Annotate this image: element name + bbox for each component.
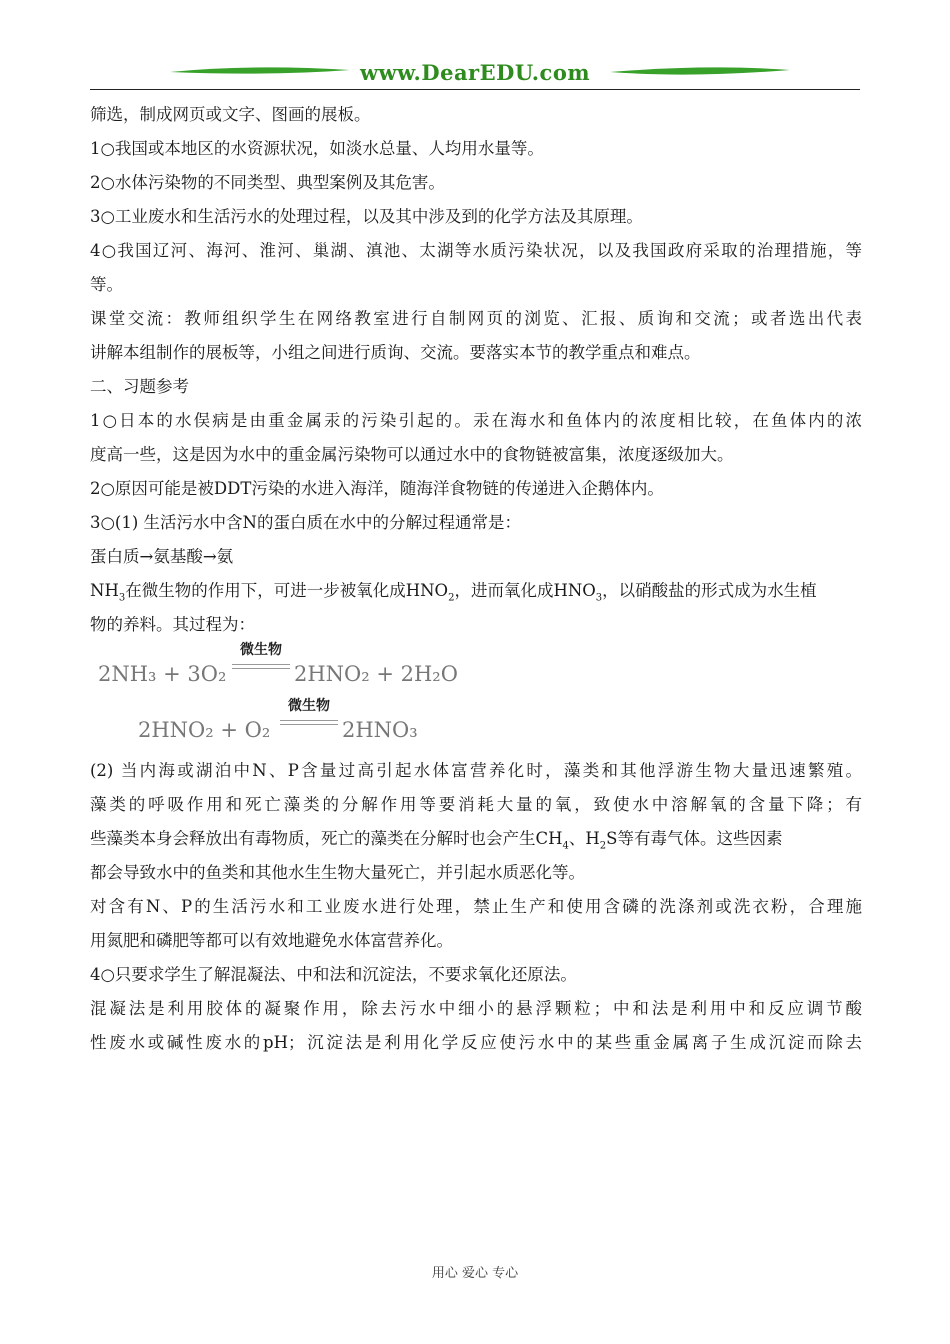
chemical-equation [90,642,862,698]
section-heading: 二、习题参考 [90,377,189,396]
paragraph-line: 1○日本的水俣病是由重金属汞的污染引起的。汞在海水和鱼体内的浓度相比较，在鱼体内的浓 [90,411,862,430]
chemical-equation [90,698,862,754]
page-header [90,58,860,90]
paragraph-line: 藻类的呼吸作用和死亡藻类的分解作用等要消耗大量的氧，致使水中溶解氧的含量下降；有 [90,795,862,814]
equation-reactants: 2NH₃ + 3O₂ [98,662,227,686]
equation-products: 2HNO₃ [342,718,418,742]
paragraph-line: 讲解本组制作的展板等，小组之间进行质询、交流。要落实本节的教学重点和难点。 [90,343,701,362]
paragraph-line: 对含有N、P的生活污水和工业废水进行处理，禁止生产和使用含磷的洗涤剂或洗衣粉，合理施 [90,897,862,916]
paragraph-line: 物的养料。其过程为： [90,615,255,634]
paragraph-line: 2○原因可能是被DDT污染的水进入海洋，随海洋食物链的传递进入企鹅体内。 [90,479,664,498]
equation-products: 2HNO₂ + 2H₂O [294,662,458,686]
ch4-h2s-line: 些藻类本身会释放出有毒物质，死亡的藻类在分解时也会产生$CH_4$、$H_2S$等有毒气体。这些因素 [90,829,783,852]
paragraph-line: 3○(1) 生活污水中含N的蛋白质在水中的分解过程通常是： [90,513,521,532]
equation-condition-arrow [280,698,338,725]
equation-reactants: 2HNO₂ + O₂ [138,718,271,742]
paragraph-line: 1○我国或本地区的水资源状况，如淡水总量、人均用水量等。 [90,139,544,158]
equation-condition: 微生物 [240,642,282,658]
document-body [90,98,862,1060]
header-rule [90,89,860,90]
equation-condition: 微生物 [288,698,330,714]
paragraph-line: 混凝法是利用胶体的凝聚作用，除去污水中细小的悬浮颗粒；中和法是利用中和反应调节酸 [90,999,862,1018]
paragraph-line: 4○只要求学生了解混凝法、中和法和沉淀法，不要求氧化还原法。 [90,965,577,984]
paragraph-line: 用氮肥和磷肥等都可以有效地避免水体富营养化。 [90,931,453,950]
paragraph-line: 等。 [90,275,123,294]
paragraph-line: 性废水或碱性废水的pH；沉淀法是利用化学反应使污水中的某些重金属离子生成沉淀而除去 [90,1033,862,1052]
paragraph-line: (2) 当内海或湖泊中N、P含量过高引起水体富营养化时，藻类和其他浮游生物大量迅速繁殖。 [90,761,862,780]
paragraph-line: 课堂交流：教师组织学生在网络教室进行自制网页的浏览、汇报、质询和交流；或者选出代表 [90,309,862,328]
paragraph-line: 度高一些，这是因为水中的重金属污染物可以通过水中的食物链被富集，浓度逐级加大。 [90,445,734,464]
nh3-oxidation-line: $NH_3$在微生物的作用下，可进一步被氧化成$HNO_2$，进而氧化成$HNO_3$，以硝酸盐的形式成为水生植 [90,581,817,604]
paragraph-line: 4○我国辽河、海河、淮河、巢湖、滇池、太湖等水质污染状况，以及我国政府采取的治理措施，等 [90,241,862,260]
equation-condition-arrow [232,642,290,669]
paragraph-line: 蛋白质→氨基酸→氨 [90,547,234,566]
paragraph-line: 2○水体污染物的不同类型、典型案例及其危害。 [90,173,445,192]
site-logo-text[interactable]: www.DearEDU.com [359,60,591,85]
paragraph-line: 都会导致水中的鱼类和其他水生生物大量死亡，并引起水质恶化等。 [90,863,585,882]
paragraph-line: 筛选，制成网页或文字、图画的展板。 [90,105,371,124]
paragraph-line: 3○工业废水和生活污水的处理过程，以及其中涉及到的化学方法及其原理。 [90,207,643,226]
page-footer: 用心 爱心 专心 [431,1266,519,1281]
